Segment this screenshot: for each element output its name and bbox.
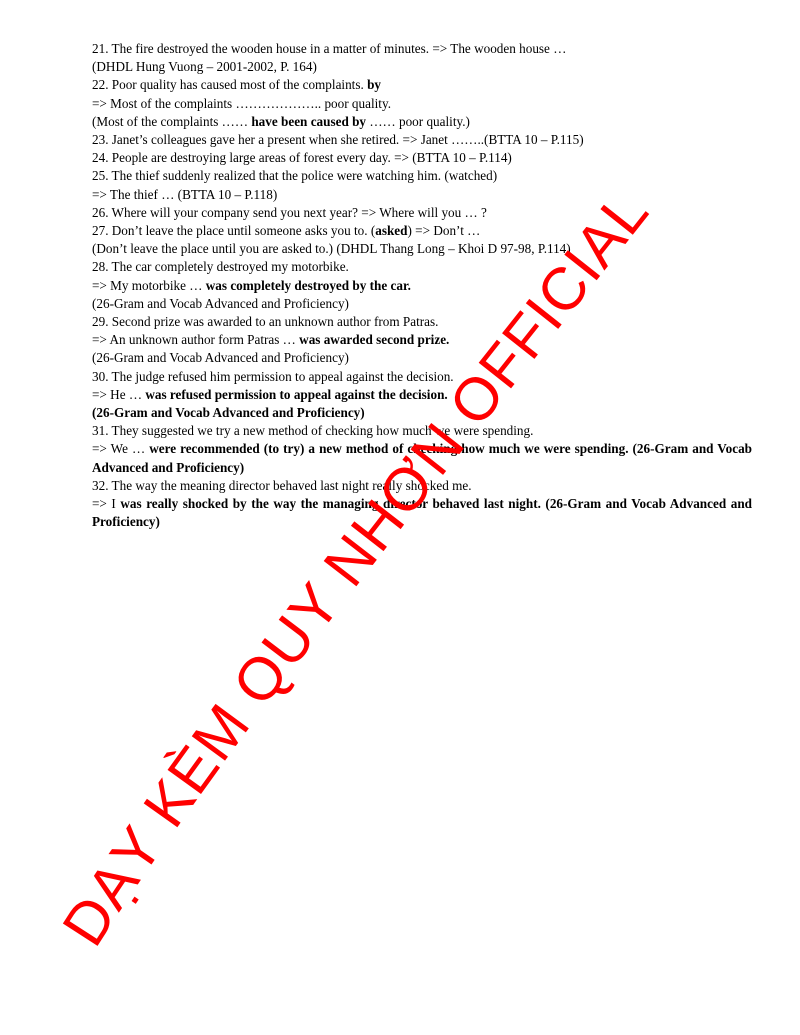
text-line — [92, 349, 752, 367]
bold-text: were recommended (to try) a new method of checking how much we were spending. (26-Gram and Vocab Advanced and Proficiency) — [92, 441, 752, 475]
text-line — [92, 440, 752, 476]
bold-text: was really shocked by the way the managing director behaved last night. (26-Gram and Vocab Advanced and Proficiency) — [92, 496, 752, 530]
bold-text: have been caused by — [251, 113, 367, 129]
text-line — [92, 422, 752, 440]
text-run: 23. Janet’s colleagues gave her a present when she retired. => Janet ……..(BTTA 10 – P.115) — [92, 132, 584, 148]
bold-text: was refused permission to appeal against the decision. — [145, 386, 448, 402]
text-line — [92, 404, 752, 422]
watermark-text: DẠY KÈM QUY NHƠN OFFICIAL — [49, 178, 662, 958]
text-run: => The thief … (BTTA 10 – P.118) — [92, 186, 278, 202]
text-line — [92, 113, 752, 131]
text-run: 32. The way the meaning director behaved last night really shocked me. — [92, 477, 472, 493]
text-line — [92, 331, 752, 349]
text-run: => I — [92, 496, 121, 512]
text-run: (26-Gram and Vocab Advanced and Proficiency) — [92, 350, 349, 366]
text-run: 21. The fire destroyed the wooden house in a matter of minutes. => The wooden house … — [92, 41, 567, 56]
text-run: 31. They suggested we try a new method of checking how much we were spending. — [92, 423, 534, 439]
document-body — [92, 40, 752, 531]
text-run: 22. Poor quality has caused most of the complaints. — [92, 77, 368, 93]
text-line — [92, 295, 752, 313]
text-run: ) => Don’t … — [407, 223, 481, 239]
text-run: 25. The thief suddenly realized that the police were watching him. (watched) — [92, 168, 498, 184]
text-run: => My motorbike … — [92, 277, 206, 293]
text-run: => Most of the complaints ……………….. poor quality. — [92, 95, 391, 111]
text-line — [92, 58, 752, 76]
text-run: (Don’t leave the place until you are asked to.) (DHDL Thang Long – Khoi D 97-98, P.114) — [92, 241, 571, 257]
text-run: 26. Where will your company send you next year? => Where will you … ? — [92, 204, 487, 220]
bold-text: by — [367, 77, 382, 93]
bold-text: was awarded second prize. — [299, 332, 450, 348]
text-run: 27. Don’t leave the place until someone asks you to. ( — [92, 223, 376, 239]
text-line — [92, 368, 752, 386]
text-line — [92, 95, 752, 113]
text-line — [92, 240, 752, 258]
text-run: 24. People are destroying large areas of forest every day. => (BTTA 10 – P.114) — [92, 150, 512, 166]
text-run: …… poor quality.) — [366, 113, 470, 129]
text-line — [92, 386, 752, 404]
text-run: => He … — [92, 386, 146, 402]
text-run: => An unknown author form Patras … — [92, 332, 300, 348]
text-line — [92, 258, 752, 276]
text-line — [92, 277, 752, 295]
text-run: (26-Gram and Vocab Advanced and Proficiency) — [92, 295, 349, 311]
text-line — [92, 186, 752, 204]
text-run: (DHDL Hung Vuong – 2001-2002, P. 164) — [92, 59, 317, 75]
text-line — [92, 149, 752, 167]
text-line — [92, 40, 752, 58]
text-run: 28. The car completely destroyed my motorbike. — [92, 259, 349, 275]
text-run: 29. Second prize was awarded to an unknown author from Patras. — [92, 314, 439, 330]
text-line — [92, 167, 752, 185]
text-line — [92, 495, 752, 531]
text-line — [92, 76, 752, 94]
text-line — [92, 131, 752, 149]
text-line — [92, 222, 752, 240]
text-run: => We … — [92, 441, 150, 457]
bold-text: asked — [375, 223, 408, 239]
text-line — [92, 477, 752, 495]
text-line — [92, 204, 752, 222]
text-run: (Most of the complaints …… — [92, 113, 252, 129]
bold-text: (26-Gram and Vocab Advanced and Proficiency) — [92, 405, 365, 421]
text-run: 30. The judge refused him permission to appeal against the decision. — [92, 368, 454, 384]
text-line — [92, 313, 752, 331]
bold-text: was completely destroyed by the car. — [205, 277, 411, 293]
